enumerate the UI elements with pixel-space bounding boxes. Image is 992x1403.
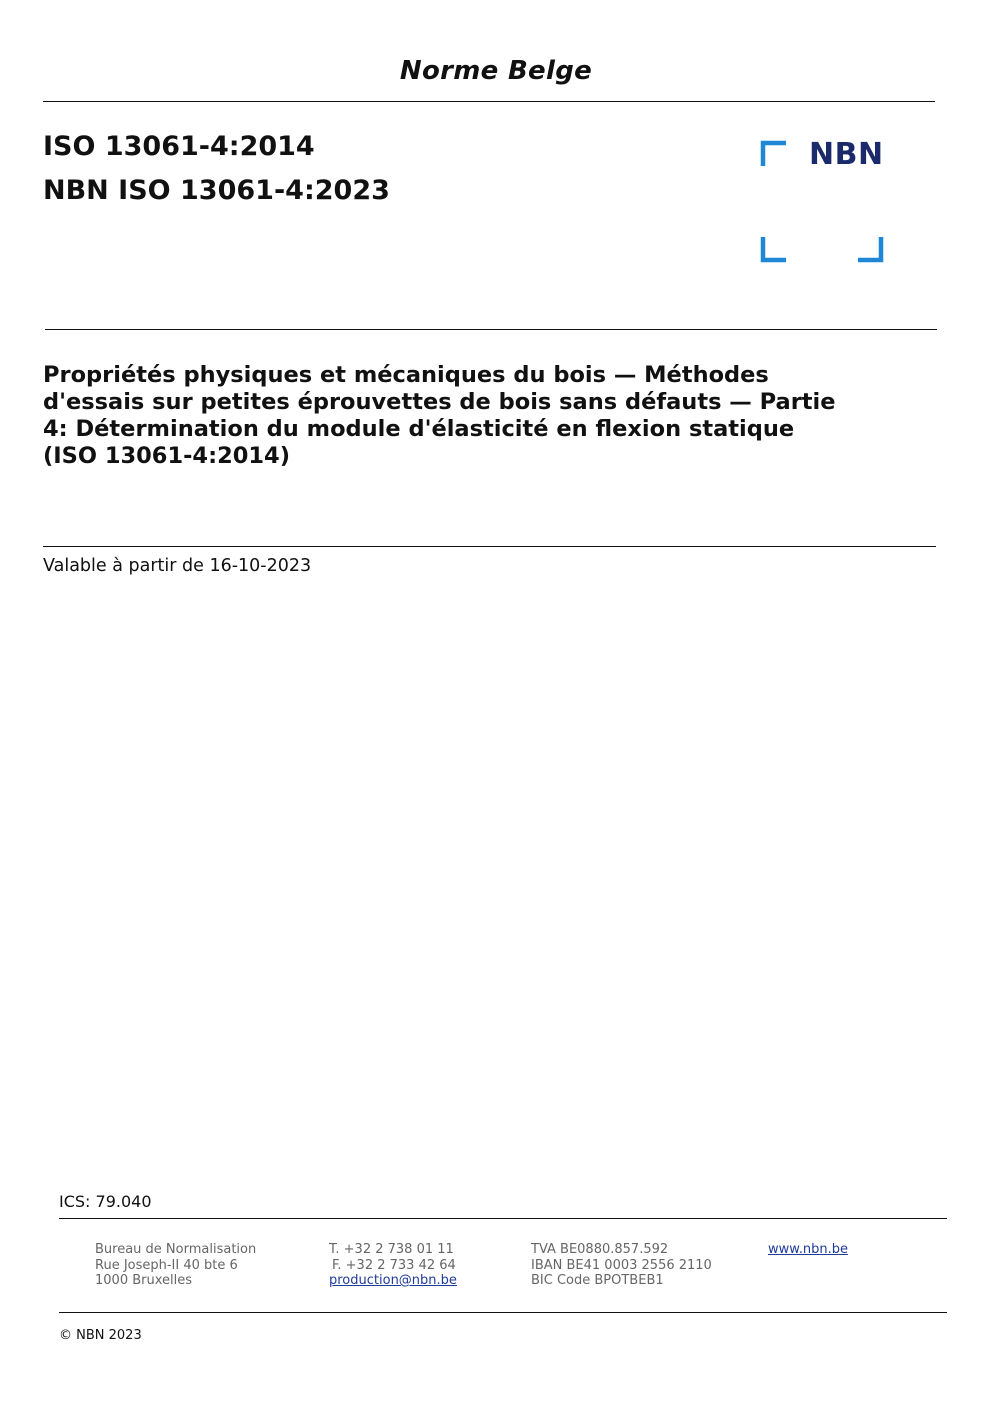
copyright-notice: © NBN 2023 (59, 1328, 142, 1343)
validity-date: Valable à partir de 16-10-2023 (43, 556, 312, 576)
website-link[interactable]: www.nbn.be (768, 1242, 848, 1257)
footer-top-divider (59, 1218, 947, 1219)
nbn-standard-number: NBN ISO 13061-4:2023 (43, 175, 390, 206)
vat-number: TVA BE0880.857.592 (531, 1242, 669, 1257)
footer-banking (531, 1242, 712, 1289)
ics-code: ICS: 79.040 (59, 1192, 152, 1211)
document-header-title: Norme Belge (399, 56, 593, 86)
footer-website (768, 1242, 848, 1258)
footer-contact (329, 1242, 457, 1289)
title-line: 4: Détermination du module d'élasticité en flexion statique (43, 416, 795, 442)
title-top-divider (45, 329, 937, 330)
footer-address (95, 1242, 256, 1289)
title-line: Propriétés physiques et mécaniques du bois — Méthodes (43, 362, 769, 388)
bic-code: BIC Code BPOTBEB1 (531, 1273, 664, 1288)
validity-divider (43, 546, 936, 547)
title-line: d'essais sur petites éprouvettes de bois sans défauts — Partie (43, 389, 836, 415)
nbn-logo (760, 137, 886, 264)
phone-number: T. +32 2 738 01 11 (329, 1242, 454, 1257)
iso-standard-number: ISO 13061-4:2014 (43, 131, 315, 162)
header-divider (43, 101, 935, 102)
email-link[interactable]: production@nbn.be (329, 1273, 457, 1288)
iban-number: IBAN BE41 0003 2556 2110 (531, 1257, 712, 1273)
nbn-logo-text: NBN (809, 137, 884, 172)
footer-bottom-divider (59, 1312, 947, 1313)
document-title (43, 362, 923, 470)
title-line: (ISO 13061-4:2014) (43, 443, 290, 469)
address-line: 1000 Bruxelles (95, 1273, 193, 1288)
address-line: Rue Joseph-II 40 bte 6 (95, 1257, 238, 1273)
address-line: Bureau de Normalisation (95, 1242, 257, 1257)
fax-number: F. +32 2 733 42 64 (332, 1257, 456, 1273)
